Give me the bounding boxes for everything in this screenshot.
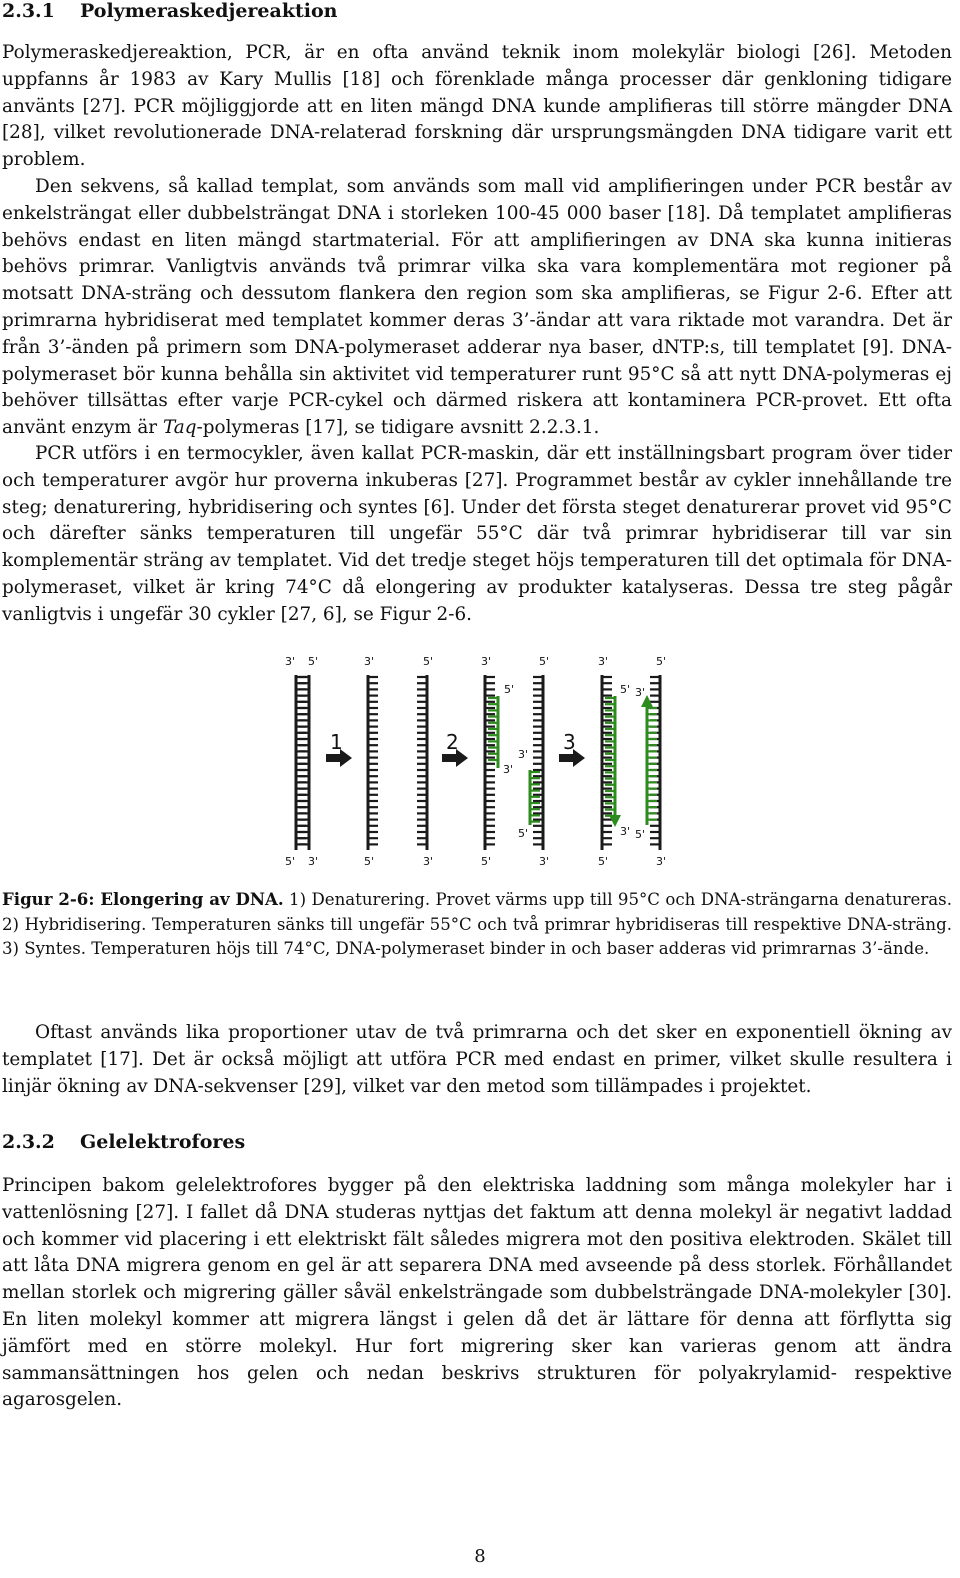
step-label-3: 3 — [563, 730, 576, 754]
label-5prime: 5' — [364, 855, 375, 868]
label-5prime: 5' — [656, 655, 667, 668]
section-title-2: Gelelektrofores — [80, 1131, 246, 1153]
label-5prime: 5' — [481, 855, 492, 868]
paragraph-template-text: Den sekvens, så kallad templat, som används som mall vid amplifieringen under PCR består av enkelsträngat eller dubbelsträngat DNA i storleken 100-45 000 baser [18]. Då templatet amplifieras behövs endast en liten mängd startmaterial. För att amplifieringen av DNA ska kunna initieras behövs primrar. Vanligtvis används två primrar vilka ska vara komplementära mot regioner på motsatt DNA-sträng och dessutom flankera den region som ska amplifieras, se Figur 2-6. Efter att primrarna hybridiserat med templatet kommer deras 3’-ändar att vara riktade mot varandra. Det är från 3’-änden på primern som DNA-polymeraset adderar nya baser, dNTP:s, till templatet [9]. DNA-polymeraset bör kunna behålla sin aktivitet vid temperaturer runt 95°C så att nytt DNA-polymeras ej behöver tillsättas efter varje PCR-cykel och därmed riskera att kontaminera PCR-provet. Ett ofta använt enzym är — [2, 176, 952, 439]
section-title: Polymeraskedjereaktion — [80, 0, 338, 22]
label-5prime: 5' — [308, 655, 319, 668]
caption-text: 1) Denaturering. Provet värms upp till 95°C och DNA-strängarna denatureras. 2) Hybridisering. Temperaturen sänks till ungefär 55°C och två primrar hybridiseras till respektive DNA-sträng. 3) Syntes. Temperaturen höjs till 74°C, DNA-polymeraset binder in och baser adderas vid primrarnas 3’-ände. — [2, 890, 952, 959]
pcr-diagram — [270, 650, 690, 875]
paragraph-template — [2, 174, 952, 442]
section-number: 2.3.1 — [2, 0, 55, 22]
section-number-2: 2.3.2 — [2, 1131, 55, 1153]
label-3prime: 3' — [539, 855, 550, 868]
step-label-1: 1 — [330, 730, 343, 754]
paragraph-pcr-intro: Polymeraskedjereaktion, PCR, är en ofta använd teknik inom molekylär biologi [26]. Metoden uppfanns år 1983 av Kary Mullis [18] och förenklade många processer där genkloning tidigare använts [27]. PCR möjliggjorde att en liten mängd DNA kunde amplifieras till större mängder DNA [28], vilket revolutionerade DNA-relaterad forskning där ursprungsmängden DNA tidigare varit ett problem. — [2, 42, 952, 171]
caption-label: Figur 2-6: Elongering av DNA. — [2, 889, 284, 909]
label-5prime: 5' — [423, 655, 434, 668]
figure-caption — [2, 887, 952, 962]
step-label-2: 2 — [446, 730, 459, 754]
label-primer-5prime: 5' — [504, 683, 515, 696]
paragraph-primer-proportions: Oftast används lika proportioner utav de två primrarna och det sker en exponentiell ökning av templatet [17]. Det är också möjligt att utföra PCR med endast en primer, vilket skulle resultera i linjär ökning av DNA-sekvenser [29], vilket var den metod som tillämpades i projektet. — [2, 1022, 952, 1097]
section-heading-2-3-2 — [2, 1131, 245, 1153]
label-3prime: 3' — [308, 855, 319, 868]
paragraph-gel-electrophoresis: Principen bakom gelelektrofores bygger på den elektriska laddning som många molekyler har i vattenlösning [27]. I fallet då DNA studeras nyttjas det faktum att denna molekyl är negativt laddad och kommer vid placering i ett elektriskt fält således migrera mot den positiva elektroden. Skälet till att låta DNA migrera genom en gel är att separera DNA med avseende på dess storlek. Förhållandet mellan storlek och migrering gäller såväl enkelsträngade som dubbelsträngade DNA-molekyler [30]. En liten molekyl kommer att migrera längst i gelen då det är lättare för denna att förflytta sig jämfört med en större molekyl. Hur fort migrering sker kan varieras genom att ändra sammansättningen hos gelen och nedan beskrivs strukturen för polyakrylamid- respektive agarosgelen. — [2, 1175, 952, 1411]
label-primer-3prime: 3' — [635, 686, 646, 699]
taq-italic: Taq — [162, 417, 197, 439]
label-3prime: 3' — [481, 655, 492, 668]
label-5prime: 5' — [598, 855, 609, 868]
label-primer-3prime: 3' — [620, 825, 631, 838]
label-primer-3prime: 3' — [503, 763, 514, 776]
label-3prime: 3' — [656, 855, 667, 868]
label-5prime: 5' — [285, 855, 296, 868]
page-number: 8 — [474, 1546, 486, 1567]
label-3prime: 3' — [598, 655, 609, 668]
label-primer-3prime: 3' — [518, 748, 529, 761]
paragraph-thermocycler: PCR utförs i en termocykler, även kallat PCR-maskin, där ett inställningsbart program över tider och temperaturer avgör hur proverna inkuberas [27]. Programmet består av cykler innehållande tre steg; denaturering, hybridisering och syntes [6]. Under det första steget denaturerar provet vid 95°C och därefter sänks temperaturen till ungefär 55°C där två primrar hybridiserar till var sin komplementär sträng av templatet. Vid det tredje steget höjs temperaturen till det optimala för DNA-polymeraset, vilket är kring 74°C då elongering av produkter katalyseras. Dessa tre steg pågår vanligtvis i ungefär 30 cykler [27, 6], se Figur 2-6. — [2, 443, 952, 625]
figure-pcr-elongation — [270, 650, 690, 875]
label-5prime: 5' — [539, 655, 550, 668]
paragraph-template-tail: -polymeras [17], se tidigare avsnitt 2.2.3.1. — [196, 417, 600, 439]
section-heading-2-3-1 — [2, 0, 337, 22]
label-3prime: 3' — [285, 655, 296, 668]
label-3prime: 3' — [364, 655, 375, 668]
label-primer-5prime: 5' — [518, 827, 529, 840]
label-primer-5prime: 5' — [620, 683, 631, 696]
label-primer-5prime: 5' — [635, 828, 646, 841]
label-3prime: 3' — [423, 855, 434, 868]
